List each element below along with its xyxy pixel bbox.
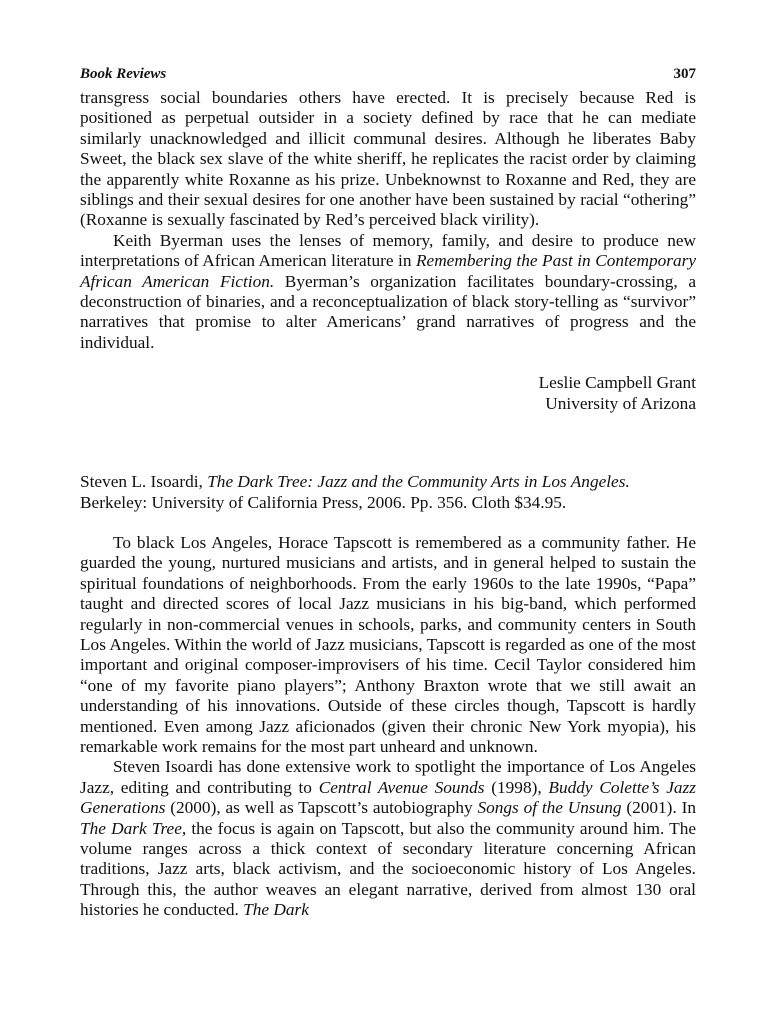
reviewer-name: Leslie Campbell Grant	[538, 373, 696, 393]
title-buddy-colette: Buddy Colette’s Jazz Generations	[80, 777, 696, 818]
review-2-text-e: , the focus is again on Tapscott, but also the community around him. The volume ranges across a thick context of secondary literature concerning African traditions, Jazz arts, black activism, and the socioeconomic history of Los Angeles. Through this, the author weaves an elegant narrative, derived from almost 130 oral histories he conducted.	[80, 818, 697, 920]
reviewed-book-title: Remembering the Past in Contemporary African American Fiction.	[80, 251, 696, 291]
review-2-text-a: Steven Isoardi has done extensive work to spotlight the importance of Los Angeles Jazz, editing and contributing to	[80, 757, 696, 797]
title-songs-of-the-unsung: Songs of the Unsung	[477, 798, 622, 818]
title-the-dark-tree: The Dark Tree	[80, 818, 182, 838]
review-1-paragraph-2	[80, 231, 696, 353]
reviewer-affiliation: University of Arizona	[545, 393, 696, 413]
citation-title: The Dark Tree: Jazz and the Community Arts in Los Angeles.	[207, 472, 630, 492]
book-citation	[80, 472, 696, 513]
title-the-dark-trailing: The Dark	[243, 900, 309, 920]
review-2-text-d: (2001). In	[621, 798, 696, 818]
page-number: 307	[673, 66, 696, 82]
review-1-paragraph-2-text-b: Byerman’s organization facilitates boundary-crossing, a deconstruction of binaries, and a reconceptualization of black story-telling as “survivor” narratives that promise to alter Americans’ grand narratives of progress and the individual.	[80, 271, 696, 352]
title-central-avenue-sounds: Central Avenue Sounds	[318, 777, 485, 797]
review-2-text-c: (2000), as well as Tapscott’s autobiography	[165, 798, 478, 818]
citation-author: Steven L. Isoardi,	[80, 472, 208, 492]
review-2-paragraph-1: To black Los Angeles, Horace Tapscott is remembered as a community father. He guarded the young, nurtured musicians and artists, and in general helped to sustain the spiritual foundations of neighborhoods. From the early 1960s to the late 1990s, “Papa” taught and directed scores of local Jazz musicians in his big-band, which performed regularly in non-commercial venues in schools, parks, and community centers in South Los Angeles. Within the world of Jazz musicians, Tapscott is regarded as one of the most important and original composer-improvisers of his time. Cecil Taylor considered him “one of my favorite piano players”; Anthony Braxton wrote that we still await an understanding of his innovations. Outside of these circles though, Tapscott is hardly mentioned. Even among Jazz aficionados (given their chronic New York myopia), his remarkable work remains for the most part unheard and unknown.	[80, 532, 696, 756]
review-1-paragraph-2-text-a: Keith Byerman uses the lenses of memory, family, and desire to produce new interpretations of African American literature in	[80, 230, 696, 271]
review-1-body	[80, 88, 696, 353]
citation-publisher: Berkeley: University of California Press, 2006. Pp. 356. Cloth $34.95.	[80, 492, 567, 512]
review-2-body	[80, 533, 696, 921]
review-2-text-b: (1998),	[484, 777, 549, 797]
document-page	[80, 66, 696, 921]
review-1-paragraph-1: transgress social boundaries others have erected. It is precisely because Red is positioned as perpetual outsider in a society defined by race that he can mediate similarly unacknowledged and illicit communal desires. Although he liberates Baby Sweet, the black sex slave of the white sheriff, he replicates the racist order by claiming the apparently white Roxanne as his prize. Unbeknownst to Roxanne and Red, they are siblings and their sexual desires for one another have been sustained by racial “othering” (Roxanne is sexually fascinated by Red’s perceived black virility).	[80, 88, 696, 230]
section-title: Book Reviews	[80, 66, 167, 82]
review-2-paragraph-2	[80, 757, 696, 920]
running-head	[80, 66, 696, 88]
reviewer-signature	[80, 373, 696, 414]
